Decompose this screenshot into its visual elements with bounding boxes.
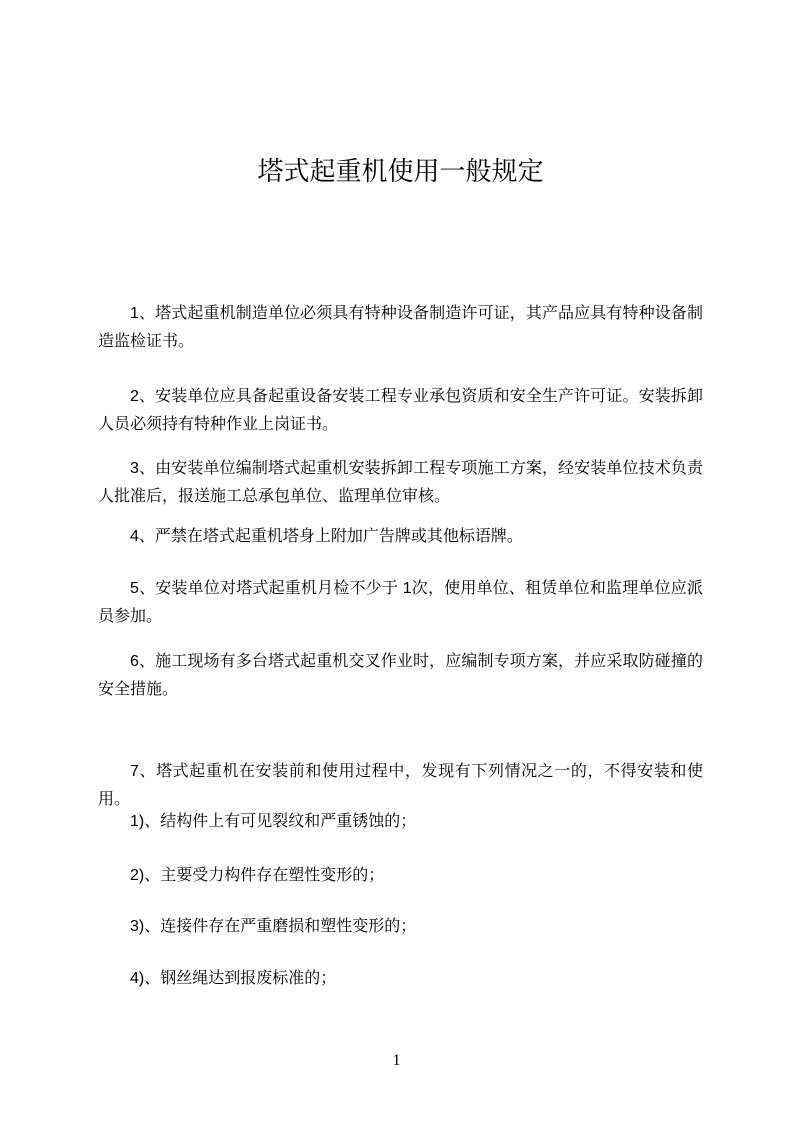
- clause-6: 6、施工现场有多台塔式起重机交叉作业时，应编制专项方案，并应采取防碰撞的安全措施。: [98, 653, 703, 698]
- sub-item-2: 2)、主要受力构件存在塑性变形的；: [130, 867, 385, 884]
- document-title: 塔式起重机使用一般规定: [257, 156, 544, 187]
- clause-1: 1、塔式起重机制造单位必须具有特种设备制造许可证，其产品应具有特种设备制造监检证书。: [98, 305, 703, 350]
- clause-4: 4、严禁在塔式起重机塔身上附加广告牌或其他标语牌。: [130, 528, 523, 545]
- page-number: 1: [392, 1052, 401, 1069]
- clause-2: 2、安装单位应具备起重设备安装工程专业承包资质和安全生产许可证。安装拆卸人员必须持有特种作业上岗证书。: [98, 388, 703, 433]
- clause-7: 7、塔式起重机在安装前和使用过程中，发现有下列情况之一的，不得安装和使用。: [98, 763, 703, 808]
- clause-5: 5、安装单位对塔式起重机月检不少于 1次，使用单位、租赁单位和监理单位应派员参加。: [98, 580, 703, 625]
- sub-item-1: 1)、结构件上有可见裂纹和严重锈蚀的；: [130, 813, 417, 830]
- sub-item-3: 3)、连接件存在严重磨损和塑性变形的；: [130, 918, 417, 935]
- sub-item-4: 4)、钢丝绳达到报废标准的；: [130, 970, 337, 987]
- clause-3: 3、由安装单位编制塔式起重机安装拆卸工程专项施工方案，经安装单位技术负责人批准后，报送施工总承包单位、监理单位审核。: [98, 460, 703, 505]
